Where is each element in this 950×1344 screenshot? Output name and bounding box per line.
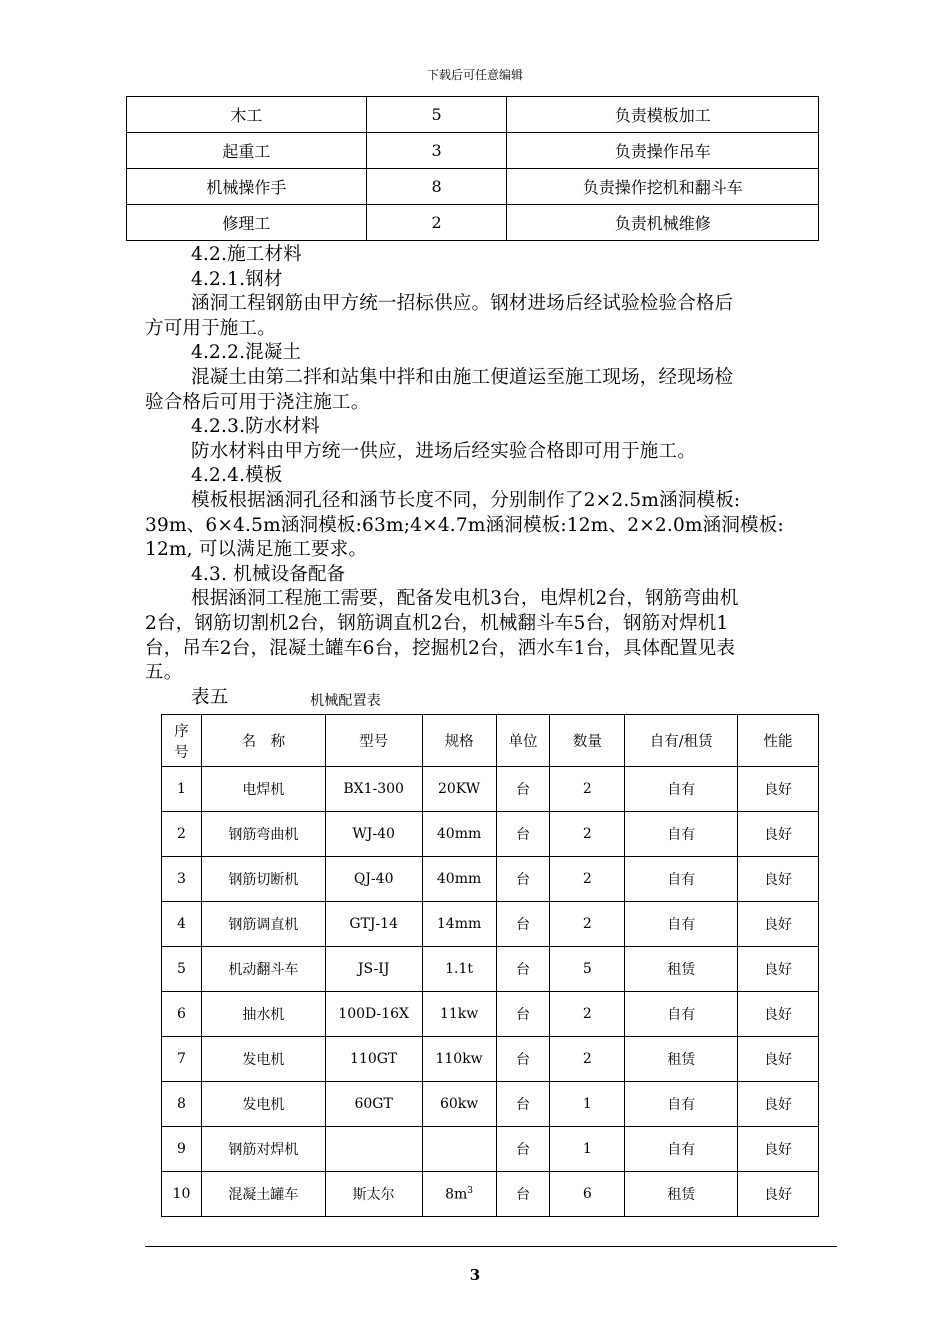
staff-count: 2 bbox=[366, 205, 507, 241]
cell-name: 发电机 bbox=[201, 1082, 325, 1127]
cell-qty: 2 bbox=[550, 767, 625, 812]
cell-unit: 台 bbox=[496, 1172, 550, 1217]
header-seq-bottom: 号 bbox=[174, 744, 189, 761]
cell-name: 抽水机 bbox=[201, 992, 325, 1037]
cell-qty: 2 bbox=[550, 812, 625, 857]
cell-performance: 良好 bbox=[738, 992, 819, 1037]
cell-qty: 1 bbox=[550, 1082, 625, 1127]
cell-name: 钢筋对焊机 bbox=[201, 1127, 325, 1172]
paragraph-formwork-line1: 模板根据涵洞孔径和涵节长度不同，分别制作了2×2.5m涵洞模板: bbox=[191, 489, 741, 511]
paragraph-machinery-line1: 根据涵洞工程施工需要，配备发电机3台，电焊机2台，钢筋弯曲机 bbox=[191, 588, 739, 610]
staff-duty: 负责操作吊车 bbox=[507, 133, 819, 169]
cell-own-lease: 自有 bbox=[625, 1082, 738, 1127]
cell-name: 混凝土罐车 bbox=[201, 1172, 325, 1217]
cell-spec: 110kw bbox=[422, 1037, 496, 1082]
cell-own-lease: 租赁 bbox=[625, 1037, 738, 1082]
staff-table bbox=[126, 96, 819, 241]
staff-duty: 负责模板加工 bbox=[507, 97, 819, 133]
cell-unit: 台 bbox=[496, 992, 550, 1037]
machine-table-row bbox=[162, 902, 819, 947]
staff-duty: 负责机械维修 bbox=[507, 205, 819, 241]
cell-performance: 良好 bbox=[738, 947, 819, 992]
paragraph-steel-line1: 涵洞工程钢筋由甲方统一招标供应。钢材进场后经试验检验合格后 bbox=[191, 293, 734, 315]
cell-qty: 6 bbox=[550, 1172, 625, 1217]
machine-table-row bbox=[162, 992, 819, 1037]
machine-table-row bbox=[162, 857, 819, 902]
paragraph-steel-line2: 方可用于施工。 bbox=[145, 317, 276, 339]
staff-role: 修理工 bbox=[127, 205, 367, 241]
staff-table-row bbox=[127, 205, 819, 241]
cell-unit: 台 bbox=[496, 902, 550, 947]
machine-table-row bbox=[162, 947, 819, 992]
cell-name: 钢筋调直机 bbox=[201, 902, 325, 947]
header-model: 型号 bbox=[325, 715, 422, 767]
machine-table-row bbox=[162, 1037, 819, 1082]
cell-seq: 9 bbox=[162, 1127, 202, 1172]
cell-model: BX1-300 bbox=[325, 767, 422, 812]
cell-spec bbox=[422, 1127, 496, 1172]
cell-model: GTJ-14 bbox=[325, 902, 422, 947]
cell-unit: 台 bbox=[496, 947, 550, 992]
staff-role: 起重工 bbox=[127, 133, 367, 169]
cell-spec: 1.1t bbox=[422, 947, 496, 992]
cell-performance: 良好 bbox=[738, 1172, 819, 1217]
cell-unit: 台 bbox=[496, 1127, 550, 1172]
cell-name: 电焊机 bbox=[201, 767, 325, 812]
cell-own-lease: 自有 bbox=[625, 992, 738, 1037]
section-heading-4-2-1: 4.2.1.钢材 bbox=[191, 268, 283, 290]
cell-model: 100D-16X bbox=[325, 992, 422, 1037]
cell-unit: 台 bbox=[496, 767, 550, 812]
cell-own-lease: 自有 bbox=[625, 767, 738, 812]
spec-value: 8m bbox=[445, 1186, 468, 1203]
section-heading-4-2: 4.2.施工材料 bbox=[191, 244, 302, 265]
cell-spec bbox=[422, 1172, 496, 1217]
body-text bbox=[145, 243, 837, 710]
cell-seq: 3 bbox=[162, 857, 202, 902]
cell-seq: 1 bbox=[162, 767, 202, 812]
paragraph-waterproof: 防水材料由甲方统一供应，进场后经实验合格即可用于施工。 bbox=[191, 440, 696, 462]
machine-table bbox=[161, 714, 819, 1217]
cell-unit: 台 bbox=[496, 1082, 550, 1127]
cell-qty: 2 bbox=[550, 992, 625, 1037]
header-seq-top: 序 bbox=[174, 723, 189, 740]
cell-spec: 11kw bbox=[422, 992, 496, 1037]
cell-performance: 良好 bbox=[738, 1082, 819, 1127]
cell-unit: 台 bbox=[496, 812, 550, 857]
machine-table-row bbox=[162, 1082, 819, 1127]
header-unit: 单位 bbox=[496, 715, 550, 767]
cell-performance: 良好 bbox=[738, 1127, 819, 1172]
cell-spec: 40mm bbox=[422, 812, 496, 857]
cell-seq: 5 bbox=[162, 947, 202, 992]
header-seq bbox=[162, 715, 202, 767]
cell-seq: 6 bbox=[162, 992, 202, 1037]
cell-spec: 60kw bbox=[422, 1082, 496, 1127]
paragraph-concrete-line2: 验合格后可用于浇注施工。 bbox=[145, 391, 370, 413]
cell-performance: 良好 bbox=[738, 857, 819, 902]
table-caption bbox=[145, 686, 837, 710]
paragraph-machinery-line3: 台，吊车2台，混凝土罐车6台，挖掘机2台，洒水车1台，具体配置见表 bbox=[145, 637, 736, 659]
page-header: 下载后可任意编辑 bbox=[426, 68, 523, 82]
header-qty: 数量 bbox=[550, 715, 625, 767]
cell-performance: 良好 bbox=[738, 812, 819, 857]
cell-name: 机动翻斗车 bbox=[201, 947, 325, 992]
cell-qty: 2 bbox=[550, 857, 625, 902]
cell-model: JS-IJ bbox=[325, 947, 422, 992]
cell-model: 110GT bbox=[325, 1037, 422, 1082]
section-heading-4-2-3: 4.2.3.防水材料 bbox=[191, 416, 320, 438]
cell-qty: 2 bbox=[550, 1037, 625, 1082]
spec-superscript: 3 bbox=[467, 1185, 474, 1196]
cell-own-lease: 租赁 bbox=[625, 947, 738, 992]
cell-model bbox=[325, 1127, 422, 1172]
staff-count: 5 bbox=[366, 97, 507, 133]
cell-name: 钢筋弯曲机 bbox=[201, 812, 325, 857]
paragraph-formwork-line3: 12m, 可以满足施工要求。 bbox=[145, 539, 368, 561]
cell-qty: 1 bbox=[550, 1127, 625, 1172]
cell-performance: 良好 bbox=[738, 1037, 819, 1082]
paragraph-machinery-line4: 五。 bbox=[145, 662, 183, 684]
cell-spec: 20KW bbox=[422, 767, 496, 812]
cell-seq: 8 bbox=[162, 1082, 202, 1127]
table-caption-label: 表五 bbox=[191, 686, 229, 708]
footer-divider bbox=[145, 1246, 837, 1247]
cell-model: WJ-40 bbox=[325, 812, 422, 857]
paragraph-concrete-line1: 混凝土由第二拌和站集中拌和由施工便道运至施工现场，经现场检 bbox=[191, 366, 734, 388]
cell-own-lease: 自有 bbox=[625, 857, 738, 902]
machine-table-row bbox=[162, 812, 819, 857]
staff-role: 木工 bbox=[127, 97, 367, 133]
cell-qty: 2 bbox=[550, 902, 625, 947]
staff-role: 机械操作手 bbox=[127, 169, 367, 205]
cell-own-lease: 自有 bbox=[625, 812, 738, 857]
section-heading-4-2-4: 4.2.4.模板 bbox=[191, 465, 283, 487]
cell-spec: 40mm bbox=[422, 857, 496, 902]
paragraph-machinery-line2: 2台，钢筋切割机2台，钢筋调直机2台，机械翻斗车5台，钢筋对焊机1 bbox=[145, 612, 729, 634]
cell-seq: 7 bbox=[162, 1037, 202, 1082]
cell-model: 斯太尔 bbox=[325, 1172, 422, 1217]
header-spec: 规格 bbox=[422, 715, 496, 767]
table-caption-title: 机械配置表 bbox=[310, 692, 381, 709]
page-number: 3 bbox=[469, 1266, 481, 1284]
cell-own-lease: 租赁 bbox=[625, 1172, 738, 1217]
staff-table-row bbox=[127, 97, 819, 133]
cell-own-lease: 自有 bbox=[625, 902, 738, 947]
staff-duty: 负责操作挖机和翻斗车 bbox=[507, 169, 819, 205]
section-heading-4-2-2: 4.2.2.混凝土 bbox=[191, 342, 302, 364]
cell-performance: 良好 bbox=[738, 767, 819, 812]
header-own-lease: 自有/租赁 bbox=[625, 715, 738, 767]
machine-table-header bbox=[162, 715, 819, 767]
staff-count: 8 bbox=[366, 169, 507, 205]
staff-table-row bbox=[127, 133, 819, 169]
cell-seq: 2 bbox=[162, 812, 202, 857]
cell-name: 钢筋切断机 bbox=[201, 857, 325, 902]
cell-seq: 4 bbox=[162, 902, 202, 947]
cell-seq: 10 bbox=[162, 1172, 202, 1217]
cell-qty: 5 bbox=[550, 947, 625, 992]
cell-model: QJ-40 bbox=[325, 857, 422, 902]
machine-table-row bbox=[162, 767, 819, 812]
machine-table-row bbox=[162, 1172, 819, 1217]
header-name: 名 称 bbox=[201, 715, 325, 767]
cell-performance: 良好 bbox=[738, 902, 819, 947]
paragraph-formwork-line2: 39m、6×4.5m涵洞模板:63m;4×4.7m涵洞模板:12m、2×2.0m涵洞模板: bbox=[145, 514, 784, 536]
cell-unit: 台 bbox=[496, 857, 550, 902]
cell-model: 60GT bbox=[325, 1082, 422, 1127]
cell-spec: 14mm bbox=[422, 902, 496, 947]
section-heading-4-3: 4.3. 机械设备配备 bbox=[191, 563, 346, 585]
machine-table-row bbox=[162, 1127, 819, 1172]
header-performance: 性能 bbox=[738, 715, 819, 767]
cell-name: 发电机 bbox=[201, 1037, 325, 1082]
cell-unit: 台 bbox=[496, 1037, 550, 1082]
staff-table-row bbox=[127, 169, 819, 205]
staff-count: 3 bbox=[366, 133, 507, 169]
cell-own-lease: 自有 bbox=[625, 1127, 738, 1172]
